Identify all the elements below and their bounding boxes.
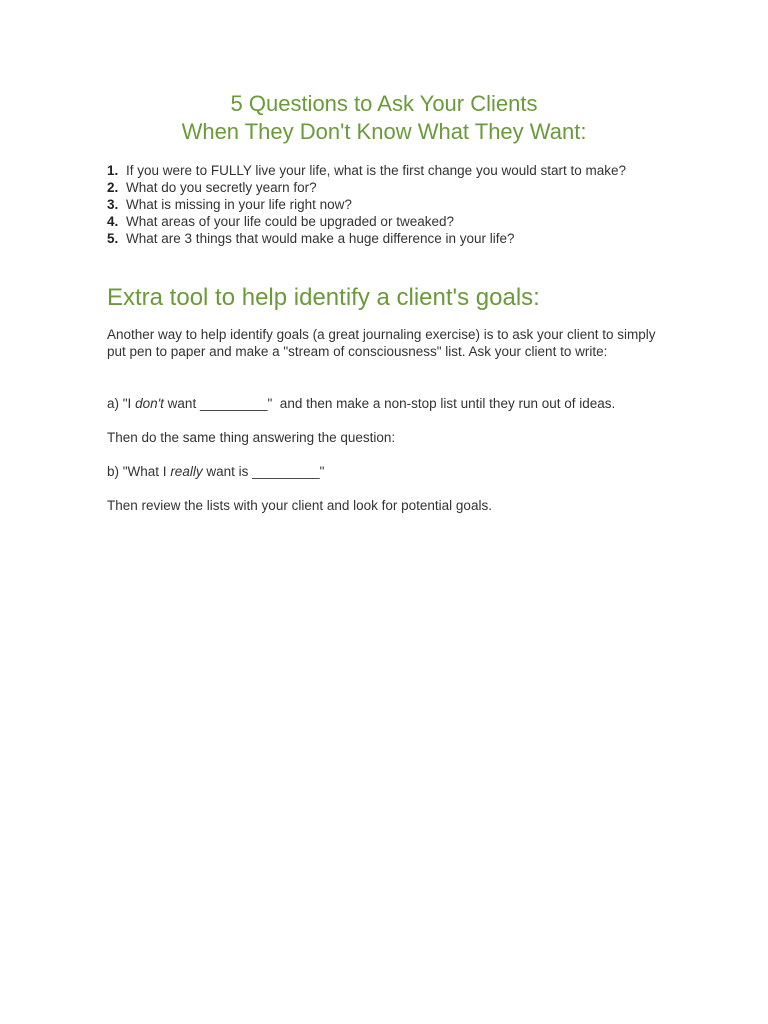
prompt-b bbox=[107, 463, 667, 480]
question-item bbox=[107, 230, 667, 247]
question-item bbox=[107, 196, 667, 213]
prompt-b-prefix: b) "What I bbox=[107, 464, 171, 479]
prompt-a bbox=[107, 395, 667, 412]
intro-paragraph: Another way to help identify goals (a great journaling exercise) is to ask your client to simply put pen to paper and make a "stream of consciousness" list. Ask your client to write: bbox=[107, 327, 656, 359]
question-text: What is missing in your life right now? bbox=[126, 197, 352, 212]
title-line-1: 5 Questions to Ask Your Clients bbox=[230, 91, 538, 116]
page-title bbox=[0, 90, 768, 146]
question-item bbox=[107, 162, 667, 179]
extra-tool-heading: Extra tool to help identify a client's goals: bbox=[107, 284, 540, 311]
prompt-b-suffix: want is _________" bbox=[202, 464, 325, 479]
question-item bbox=[107, 179, 667, 196]
question-number: 5. bbox=[107, 231, 119, 246]
question-text: What areas of your life could be upgraded or tweaked? bbox=[126, 214, 454, 229]
prompt-b-emphasis: really bbox=[170, 464, 203, 479]
prompt-a-suffix: want _________" and then make a non-stop list until they run out of ideas. bbox=[163, 396, 616, 411]
question-number: 3. bbox=[107, 197, 119, 212]
then-paragraph: Then do the same thing answering the question: bbox=[107, 430, 396, 445]
question-number: 4. bbox=[107, 214, 119, 229]
questions-list bbox=[107, 162, 667, 247]
question-number: 1. bbox=[107, 163, 119, 178]
question-item bbox=[107, 213, 667, 230]
review-paragraph: Then review the lists with your client and look for potential goals. bbox=[107, 498, 492, 513]
question-text: What are 3 things that would make a huge difference in your life? bbox=[126, 231, 515, 246]
prompt-a-prefix: a) "I bbox=[107, 396, 136, 411]
title-line-2: When They Don't Know What They Want: bbox=[181, 119, 587, 144]
question-text: If you were to FULLY live your life, what is the first change you would start to make? bbox=[126, 163, 627, 178]
prompt-a-emphasis: don't bbox=[135, 396, 164, 411]
question-number: 2. bbox=[107, 180, 119, 195]
question-text: What do you secretly yearn for? bbox=[126, 180, 317, 195]
